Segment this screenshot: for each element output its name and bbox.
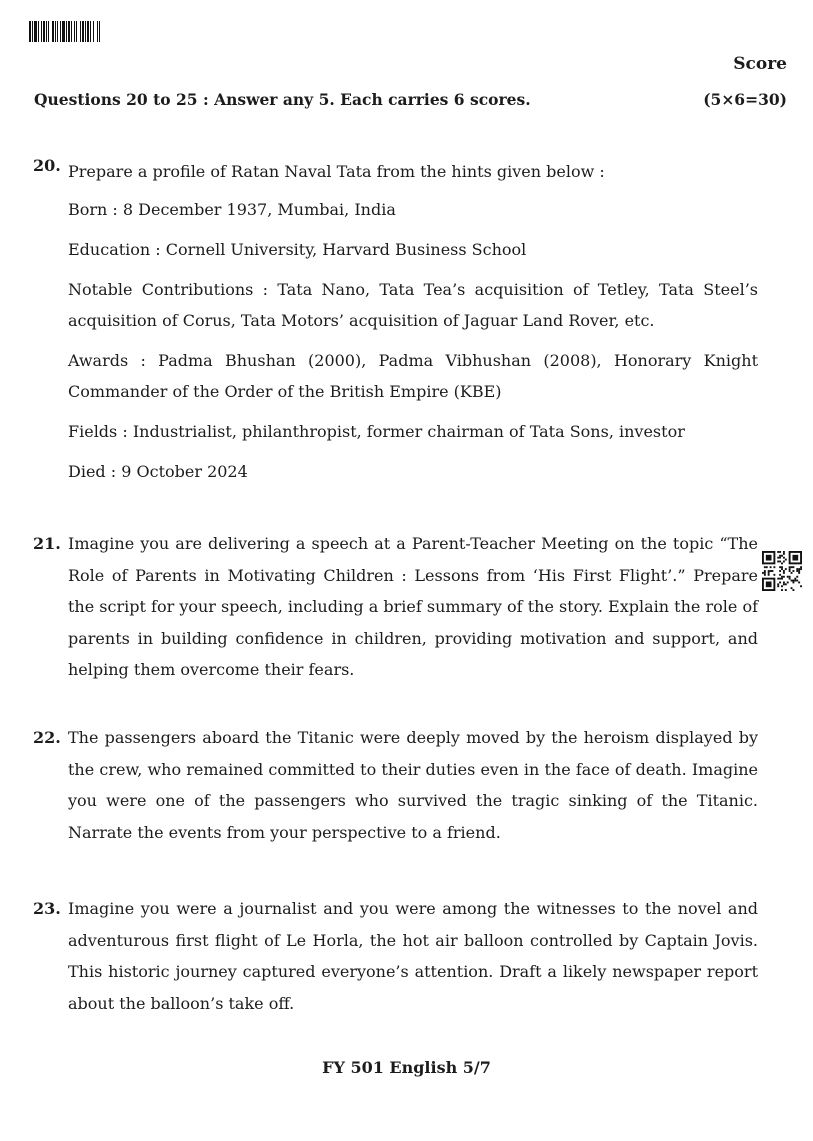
qr-code xyxy=(762,551,802,591)
barcode xyxy=(29,21,149,42)
question-20-text: Prepare a profile of Ratan Naval Tata from the hints given below : xyxy=(68,162,605,181)
question-22 xyxy=(33,722,758,848)
section-marks: (5×6=30) xyxy=(703,90,787,109)
hint-died: Died : 9 October 2024 xyxy=(68,462,248,481)
hint-contributions: Notable Contributions : Tata Nano, Tata Tea’s acquisition of Tetley, Tata Steel’s acquisition of Corus, Tata Motors’ acquisition of Jaguar Land Rover, etc. xyxy=(68,280,758,330)
question-21-text: Imagine you are delivering a speech at a Parent-Teacher Meeting on the topic “The Role of Parents in Motivating Children : Lessons from ‘His First Flight’.” Prepare the script for your speech, including a brief summary of the story. Explain the role of parents in building confidence in children, providing motivation and support, and helping them overcome their fears. xyxy=(68,534,758,679)
question-23 xyxy=(33,893,758,1019)
hint-fields: Fields : Industrialist, philanthropist, former chairman of Tata Sons, investor xyxy=(68,422,685,441)
question-21-number: 21. xyxy=(33,534,61,553)
question-23-text: Imagine you were a journalist and you were among the witnesses to the novel and adventurous first flight of Le Horla, the hot air balloon controlled by Captain Jovis. This historic journey captured everyone’s attention. Draft a likely newspaper report about the balloon’s take off. xyxy=(68,899,758,1013)
hint-born: Born : 8 December 1937, Mumbai, India xyxy=(68,200,396,219)
question-23-number: 23. xyxy=(33,899,61,918)
hint-awards: Awards : Padma Bhushan (2000), Padma Vibhushan (2008), Honorary Knight Commander of the Order of the British Empire (KBE) xyxy=(68,351,758,401)
score-label: Score xyxy=(733,54,787,74)
question-22-number: 22. xyxy=(33,728,61,747)
question-22-text: The passengers aboard the Titanic were deeply moved by the heroism displayed by the crew, who remained committed to their duties even in the face of death. Imagine you were one of the passengers who survived the tragic sinking of the Titanic. Narrate the events from your perspective to a friend. xyxy=(68,728,758,842)
question-20-number: 20. xyxy=(33,156,61,175)
section-instruction: Questions 20 to 25 : Answer any 5. Each carries 6 scores. xyxy=(34,90,531,109)
question-21 xyxy=(33,528,758,686)
question-20-hints xyxy=(68,194,758,496)
hint-education: Education : Cornell University, Harvard Business School xyxy=(68,240,527,259)
page-footer: FY 501 English 5/7 xyxy=(322,1058,491,1077)
